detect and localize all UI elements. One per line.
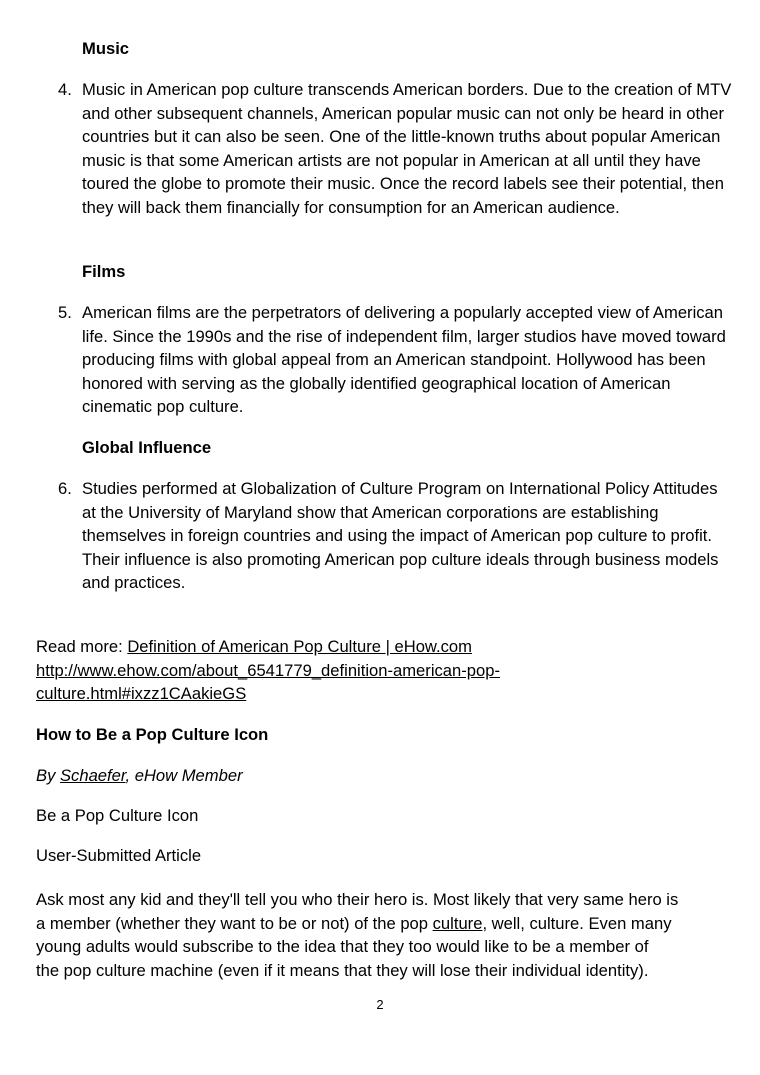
culture-link[interactable]: culture: [432, 913, 483, 933]
list-number: 4.: [58, 80, 72, 99]
body-text: a member (whether they want to be or not) of the pop: [36, 913, 433, 933]
section-heading-films: Films: [82, 262, 126, 281]
list-item-text: Studies performed at Globalization of Culture Program on International Policy Attitudes at the University of Maryland show that American corporations are establishing themselves in foreign countries and using the impact of American pop culture to profit. Their influence is also promoting American pop culture ideals through business models and practices.: [82, 479, 719, 592]
body-line: the pop culture machine (even if it means that they will lose their individual identity).: [36, 960, 649, 980]
list-item-text: American films are the perpetrators of delivering a popularly accepted view of American life. Since the 1990s and the rise of independent film, larger studios have moved toward producing films with global appeal from an American standpoint. Hollywood has been honored with serving as the globally identified geographical location of American cinematic pop culture.: [82, 303, 726, 416]
list-number: 5.: [58, 303, 72, 322]
read-more: [36, 635, 736, 706]
body-line: Ask most any kid and they'll tell you who their hero is. Most likely that very same hero is: [36, 890, 679, 909]
page-number: 2: [376, 997, 384, 1012]
byline-suffix: , eHow Member: [125, 766, 243, 785]
read-more-prefix: Read more:: [36, 637, 128, 656]
article-body: [36, 888, 746, 982]
list-item-5: [58, 301, 738, 419]
byline-prefix: By: [36, 766, 60, 785]
read-more-url-line1[interactable]: http://www.ehow.com/about_6541779_definition-american-pop-: [36, 660, 500, 680]
article-title: How to Be a Pop Culture Icon: [36, 725, 269, 744]
list-item-text: Music in American pop culture transcends American borders. Due to the creation of MTV and other subsequent channels, American popular music can not only be heard in other countries but it can also be seen. One of the little-known truths about popular American music is that some American artists are not popular in American at all until they have toured the globe to promote their music. Once the record labels see their potential, then they will back them financially for consumption for an American audience.: [82, 80, 732, 217]
body-text: , well, culture. Even many: [482, 913, 672, 933]
list-number: 6.: [58, 479, 72, 498]
author-link[interactable]: Schaefer: [59, 766, 126, 785]
section-heading-global-influence: Global Influence: [82, 438, 212, 457]
list-item-4: [58, 78, 738, 243]
section-heading-music: Music: [82, 39, 130, 58]
read-more-link[interactable]: Definition of American Pop Culture | eHow.com: [127, 637, 472, 656]
article-byline: [36, 764, 243, 788]
list-item-6: [58, 477, 738, 595]
article-type: User-Submitted Article: [36, 846, 202, 865]
body-line: [36, 912, 746, 936]
body-line: young adults would subscribe to the idea that they too would like to be a member of: [36, 937, 649, 956]
read-more-url-line2[interactable]: culture.html#ixzz1CAakieGS: [36, 684, 247, 703]
article-subtitle: Be a Pop Culture Icon: [36, 806, 199, 825]
